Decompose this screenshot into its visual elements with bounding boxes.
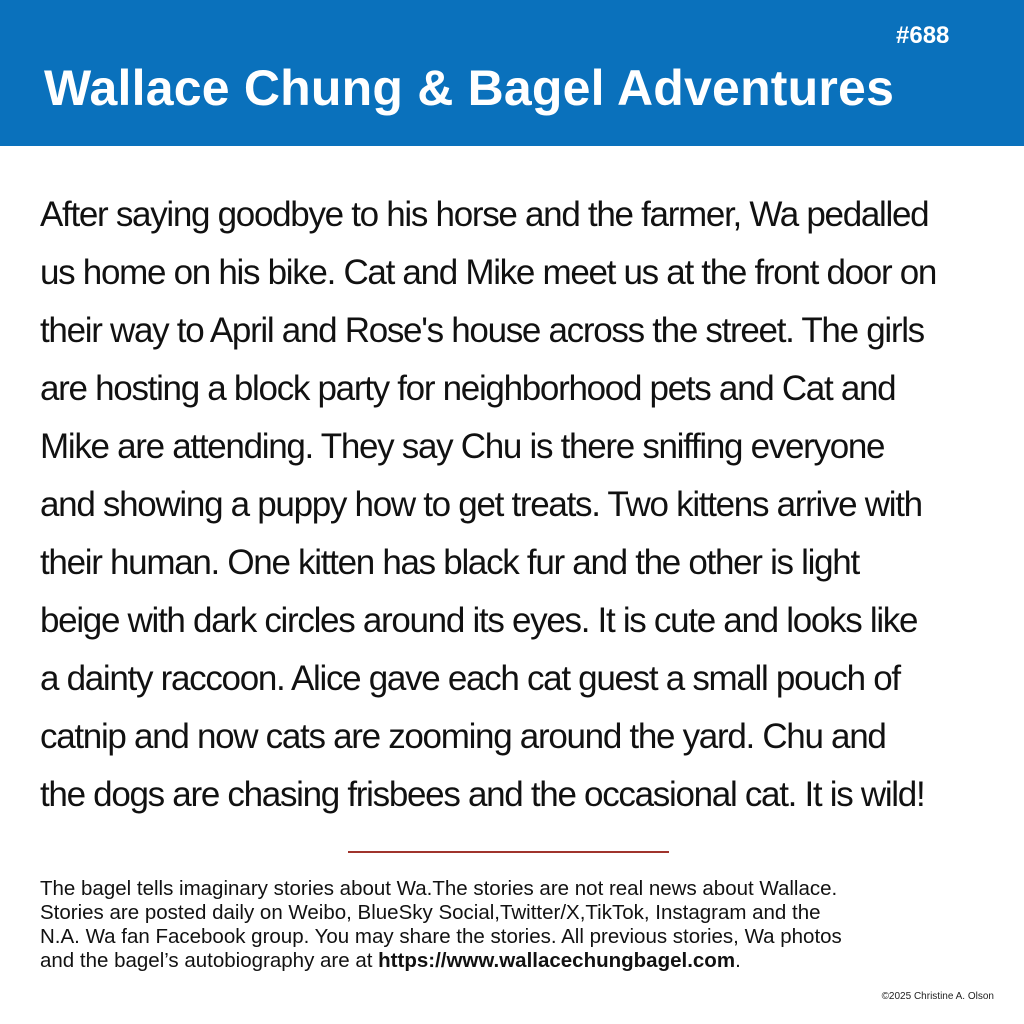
story-line: beige with dark circles around its eyes. It is cute and looks like <box>40 601 918 640</box>
footer-line-suffix: . <box>735 949 741 972</box>
footer-note <box>40 877 1000 973</box>
story-line: a dainty raccoon. Alice gave each cat guest a small pouch of <box>40 659 900 698</box>
story-line: catnip and now cats are zooming around the yard. Chu and <box>40 717 886 756</box>
story-text <box>40 186 1002 824</box>
footer-line: Stories are posted daily on Weibo, BlueSky Social,Twitter/X,TikTok, Instagram and the <box>40 901 821 924</box>
page-title: Wallace Chung & Bagel Adventures <box>44 60 895 116</box>
footer-line: N.A. Wa fan Facebook group. You may share the stories. All previous stories, Wa photos <box>40 925 842 948</box>
story-line: the dogs are chasing frisbees and the occasional cat. It is wild! <box>40 775 925 814</box>
copyright-notice: ©2025 Christine A. Olson <box>881 991 994 1002</box>
website-link[interactable]: https://www.wallacechungbagel.com <box>378 949 736 972</box>
story-line: are hosting a block party for neighborhood pets and Cat and <box>40 369 896 408</box>
story-line: their human. One kitten has black fur and the other is light <box>40 543 859 582</box>
story-line: Mike are attending. They say Chu is there sniffing everyone <box>40 427 885 466</box>
title-banner <box>0 0 1024 146</box>
story-line: After saying goodbye to his horse and the farmer, Wa pedalled <box>40 195 929 234</box>
story-line: us home on his bike. Cat and Mike meet us at the front door on <box>40 253 937 292</box>
footer-line-prefix: and the bagel’s autobiography are at <box>40 949 379 972</box>
story-line: their way to April and Rose's house across the street. The girls <box>40 311 924 350</box>
section-divider <box>348 851 669 853</box>
episode-number: #688 <box>896 22 950 49</box>
footer-line-last <box>40 949 1000 973</box>
footer-line: The bagel tells imaginary stories about Wa.The stories are not real news about Wallace. <box>40 877 838 900</box>
story-line: and showing a puppy how to get treats. Two kittens arrive with <box>40 485 922 524</box>
